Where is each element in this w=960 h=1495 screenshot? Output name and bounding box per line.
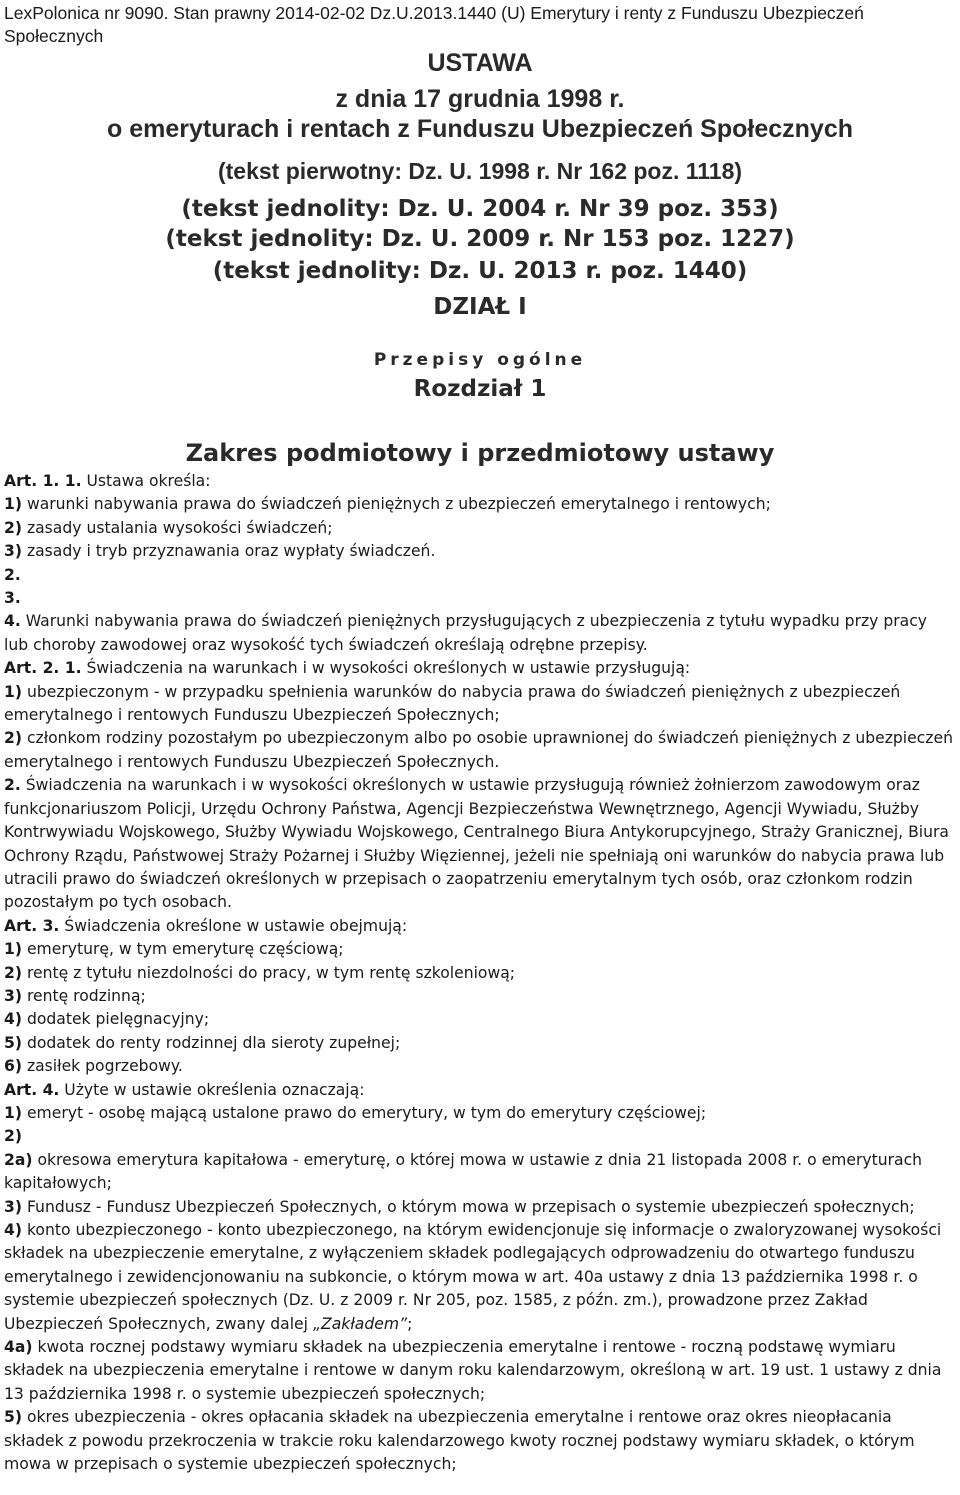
- list-item: 6) zasiłek pogrzebowy.: [4, 1057, 183, 1076]
- section-number: 2.: [4, 565, 21, 584]
- list-item: 4) dodatek pielęgnacyjny;: [4, 1010, 210, 1029]
- definition-item: 2): [4, 1127, 22, 1146]
- article-4-intro: Art. 4. Użyte w ustawie określenia oznaczają:: [4, 1080, 365, 1099]
- article-label: Art. 4.: [4, 1080, 60, 1099]
- list-item: 2) rentę z tytułu niezdolności do pracy, w tym rentę szkoleniową;: [4, 963, 516, 982]
- section-number: 3.: [4, 589, 21, 608]
- definition-item: 4) konto ubezpieczonego - konto ubezpieczonego, na którym ewidencjonuje się informacje o zwaloryzowanej wysokości składek na ubezpieczenie emerytalne, z wyłączeniem składek podlegających odprowadzeniu do otwartego funduszu emerytalnego i zewidencjonowaniu na subkoncie, o którym mowa w art. 40a ustawy z dnia 13 października 1998 r. o systemie ubezpieczeń społecznych (Dz. U. z 2009 r. Nr 205, poz. 1585, z późn. zm.), prowadzone przez Zakład Ubezpieczeń Społecznych, zwany dalej „Zakładem”;: [4, 1221, 942, 1333]
- list-item: 3) zasady i tryb przyznawania oraz wypłaty świadczeń.: [4, 542, 436, 561]
- consolidated-text-reference: (tekst jednolity: Dz. U. 2004 r. Nr 39 poz. 353): [181, 196, 779, 222]
- act-date-heading: z dnia 17 grudnia 1998 r.: [335, 85, 625, 113]
- act-subject-heading: o emeryturach i rentach z Funduszu Ubezpieczeń Społecznych: [107, 115, 853, 143]
- definition-item: 2a) okresowa emerytura kapitałowa - emeryturę, o której mowa w ustawie z dnia 21 listopada 2008 r. o emeryturach kapitałowych;: [4, 1150, 923, 1193]
- division-heading: DZIAŁ I: [433, 294, 527, 320]
- consolidated-text-reference: (tekst jednolity: Dz. U. 2013 r. poz. 1440): [212, 258, 748, 284]
- list-item: 1) ubezpieczonym - w przypadku spełnienia warunków do nabycia prawa do świadczeń pieniężnych z ubezpieczeń emerytalnego i rentowych Funduszu Ubezpieczeń Społecznych;: [4, 682, 901, 725]
- article-label: Art. 3.: [4, 916, 60, 935]
- list-item: 2) zasady ustalania wysokości świadczeń;: [4, 518, 333, 537]
- chapter-heading: Rozdział 1: [413, 376, 547, 402]
- article-label: Art. 1. 1.: [4, 472, 82, 490]
- article-3-intro: Art. 3. Świadczenia określone w ustawie obejmują:: [4, 916, 408, 935]
- document-body: [4, 470, 956, 1476]
- article-2-intro: Art. 2. 1. Świadczenia na warunkach i w wysokości określonych w ustawie przysługują:: [4, 659, 691, 678]
- definition-item: 5) okres ubezpieczenia - okres opłacania składek na ubezpieczenia emerytalne i rentowe oraz okres nieopłacania składek z powodu przekroczenia w trakcie roku kalendarzowego kwoty rocznej podstawy wymiaru składek, o którym mowa w przepisach o systemie ubezpieczeń społecznych;: [4, 1408, 915, 1474]
- document-header: LexPolonica nr 9090. Stan prawny 2014-02-02 Dz.U.2013.1440 (U) Emerytury i renty z Funduszu Ubezpieczeń Społecznych: [4, 3, 864, 46]
- division-name-heading: Przepisy ogólne: [373, 350, 587, 370]
- chapter-name-heading: Zakres podmiotowy i przedmiotowy ustawy: [185, 439, 775, 467]
- definition-item: 4a) kwota rocznej podstawy wymiaru składek na ubezpieczenia emerytalne i rentowe - roczną podstawę wymiaru składek na ubezpieczenia emerytalne i rentowe w danym roku kalendarzowym, określoną w art. 19 ust. 1 ustawy z dnia 13 października 1998 r. o systemie ubezpieczeń społecznych;: [4, 1338, 942, 1403]
- definition-item: 1) emeryt - osobę mającą ustalone prawo do emerytury, w tym do emerytury częściowej;: [4, 1103, 707, 1122]
- section-paragraph: 2. Świadczenia na warunkach i w wysokości określonych w ustawie przysługują również żołnierzom zawodowym oraz funkcjonariuszom Policji, Urzędu Ochrony Państwa, Agencji Bezpieczeństwa Wewnętrznego, Agencji Wywiadu, Służby Kontrwywiadu Wojskowego, Służby Wywiadu Wojskowego, Centralnego Biura Antykorupcyjnego, Straży Granicznej, Biura Ochrony Rządu, Państwowej Straży Pożarnej i Służby Więziennej, jeżeli nie spełniają oni warunków do nabycia prawa lub utracili prawo do świadczeń określonych w przepisach o zaopatrzeniu emerytalnym tych osób, oraz członkom rodzin pozostałym po tych osobach.: [4, 776, 949, 912]
- act-type-heading: USTAWA: [427, 49, 533, 77]
- list-item: 5) dodatek do renty rodzinnej dla sieroty zupełnej;: [4, 1033, 401, 1052]
- article-1-intro: Art. 1. 1. Ustawa określa:: [4, 472, 211, 490]
- original-text-reference: (tekst pierwotny: Dz. U. 1998 r. Nr 162 poz. 1118): [217, 158, 743, 184]
- list-item: 1) emeryturę, w tym emeryturę częściową;: [4, 940, 344, 959]
- list-item: 2) członkom rodziny pozostałym po ubezpieczonym albo po osobie uprawnionej do świadczeń pieniężnych z ubezpieczeń emerytalnego i rentowych Funduszu Ubezpieczeń Społecznych.: [4, 729, 953, 771]
- article-label: Art. 2. 1.: [4, 659, 82, 678]
- consolidated-text-reference: (tekst jednolity: Dz. U. 2009 r. Nr 153 poz. 1227): [165, 226, 795, 252]
- list-item: 1) warunki nabywania prawa do świadczeń pieniężnych z ubezpieczeń emerytalnego i rentowych;: [4, 495, 771, 514]
- defined-term: „Zakładem”: [312, 1314, 408, 1333]
- definition-item: 3) Fundusz - Fundusz Ubezpieczeń Społecznych, o którym mowa w przepisach o systemie ubezpieczeń społecznych;: [4, 1197, 915, 1216]
- list-item: 3) rentę rodzinną;: [4, 986, 146, 1005]
- section-paragraph: 4. Warunki nabywania prawa do świadczeń pieniężnych przysługujących z ubezpieczenia z tytułu wypadku przy pracy lub choroby zawodowej oraz wysokość tych świadczeń określają odrębne przepisy.: [4, 612, 928, 654]
